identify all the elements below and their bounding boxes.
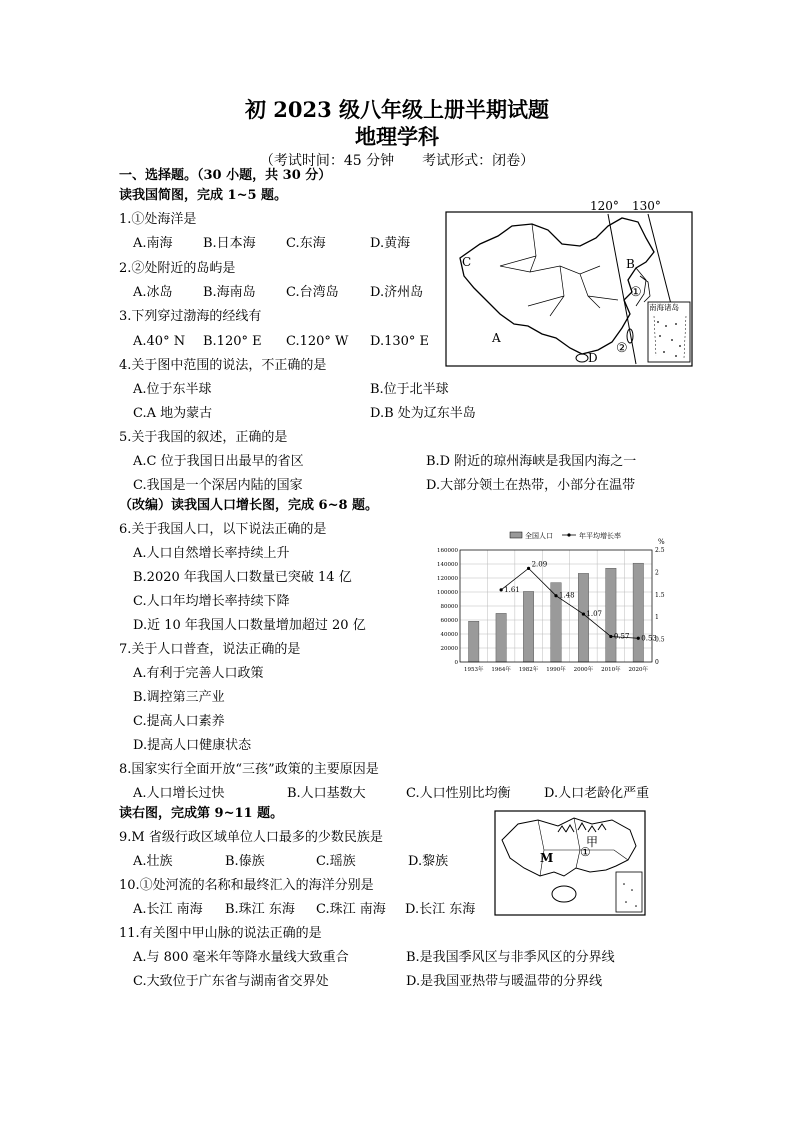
q7-option-d[interactable]: D.提高人口健康状态 <box>133 738 252 753</box>
section-intro-2: （改编）读我国人口增长图，完成 6~8 题。 <box>119 498 379 513</box>
subject-title: 地理学科 <box>355 124 439 149</box>
q8-option-d[interactable]: D.人口老龄化严重 <box>544 786 650 801</box>
q2-option-b[interactable]: B.海南岛 <box>203 285 256 300</box>
q3-option-b[interactable]: B.120° E <box>203 334 262 349</box>
q5-option-d[interactable]: D.大部分领土在热带，小部分在温带 <box>426 478 636 493</box>
q8-option-c[interactable]: C.人口性别比均衡 <box>406 786 511 801</box>
growth-rate-point <box>637 637 640 640</box>
y-left-tick-label: 20000 <box>440 646 458 652</box>
exam-info: （考试时间：45 分钟 考试形式：闭卷） <box>259 153 535 169</box>
y-right-tick-label: 0 <box>655 659 659 666</box>
map2-inset <box>616 872 642 912</box>
x-tick-label: 1990年 <box>546 667 566 673</box>
right-axis-unit: % <box>658 538 665 546</box>
q9-stem: 9.M 省级行政区域单位人口最多的少数民族是 <box>119 830 383 845</box>
growth-rate-point <box>500 588 503 591</box>
q4-stem: 4.关于图中范围的说法，不正确的是 <box>119 358 327 373</box>
bar-2010年 <box>606 568 616 662</box>
x-tick-label: 1964年 <box>491 667 511 673</box>
growth-rate-data-label: 2.09 <box>531 560 548 569</box>
q9-option-a[interactable]: A.壮族 <box>133 854 173 869</box>
y-left-tick-label: 140000 <box>437 562 458 568</box>
map-label-b: B <box>626 257 635 271</box>
q1-option-d[interactable]: D.黄海 <box>370 236 411 251</box>
q10-option-a[interactable]: A.长江 南海 <box>133 902 203 917</box>
q8-option-a[interactable]: A.人口增长过快 <box>133 786 225 801</box>
exam-title: 初 2023 级八年级上册半期试题 <box>244 97 550 122</box>
q7-option-a[interactable]: A.有利于完善人口政策 <box>133 666 264 681</box>
y-left-tick-label: 0 <box>454 660 458 666</box>
growth-rate-data-label: 1.61 <box>504 585 520 594</box>
q2-option-a[interactable]: A.冰岛 <box>133 285 173 300</box>
q7-stem: 7.关于人口普查，说法正确的是 <box>119 642 301 657</box>
inset-label: 南海诸岛 <box>649 303 679 312</box>
legend-line-label: 年平均增长率 <box>579 532 621 540</box>
q8-option-b[interactable]: B.人口基数大 <box>287 786 366 801</box>
q11-option-a[interactable]: A.与 800 毫米年等降水量线大致重合 <box>133 950 349 965</box>
china-map <box>440 196 702 370</box>
q6-option-d[interactable]: D.近 10 年我国人口数量增加超过 20 亿 <box>133 618 366 633</box>
q5-option-b[interactable]: B.D 附近的琼州海峡是我国内海之一 <box>426 454 637 469</box>
q7-option-c[interactable]: C.提高人口素养 <box>133 714 225 729</box>
q1-option-b[interactable]: B.日本海 <box>203 236 256 251</box>
bar-2020年 <box>633 563 643 662</box>
q10-stem: 10.①处河流的名称和最终汇入的海洋分别是 <box>119 878 374 893</box>
map2-label-m: M <box>540 851 554 865</box>
growth-rate-point <box>609 635 612 638</box>
section-intro-1: 读我国简图，完成 1~5 题。 <box>119 188 288 203</box>
map-marker-1: ① <box>630 285 642 300</box>
y-right-tick-label: 2 <box>655 569 659 577</box>
q5-stem: 5.关于我国的叙述，正确的是 <box>119 430 288 445</box>
q1-option-a[interactable]: A.南海 <box>133 236 173 251</box>
q10-option-b[interactable]: B.珠江 东海 <box>225 902 295 917</box>
legend-bar-swatch <box>510 532 522 538</box>
q9-option-c[interactable]: C.瑶族 <box>316 854 356 869</box>
q4-option-b[interactable]: B.位于北半球 <box>370 382 449 397</box>
map-label-d: D <box>588 351 598 365</box>
map2-marker-1: ① <box>580 845 591 859</box>
lon-130-label: 130° <box>632 199 661 213</box>
growth-rate-data-label: 0.53 <box>641 634 657 643</box>
q10-option-c[interactable]: C.珠江 南海 <box>316 902 386 917</box>
y-left-tick-label: 60000 <box>440 618 458 624</box>
q5-option-c[interactable]: C.我国是一个深居内陆的国家 <box>133 478 303 493</box>
y-left-tick-label: 40000 <box>440 632 458 638</box>
q7-option-b[interactable]: B.调控第三产业 <box>133 690 225 705</box>
map2-label-jia: 甲 <box>586 835 599 849</box>
q4-option-c[interactable]: C.A 地为蒙古 <box>133 406 213 421</box>
q3-option-c[interactable]: C.120° W <box>286 334 349 349</box>
q11-option-c[interactable]: C.大致位于广东省与湖南省交界处 <box>133 974 329 989</box>
y-left-tick-label: 100000 <box>437 590 458 596</box>
map-marker-2: ② <box>616 341 628 356</box>
q3-option-a[interactable]: A.40° N <box>133 334 186 349</box>
q3-option-d[interactable]: D.130° E <box>370 334 430 349</box>
q4-option-a[interactable]: A.位于东半球 <box>133 382 212 397</box>
y-right-tick-label: 2.5 <box>655 547 665 554</box>
q2-stem: 2.②处附近的岛屿是 <box>119 261 236 276</box>
q9-option-b[interactable]: B.傣族 <box>225 854 265 869</box>
x-tick-label: 2010年 <box>601 667 621 673</box>
q1-option-c[interactable]: C.东海 <box>286 236 326 251</box>
section-heading: 一、选择题。（30 小题，共 30 分） <box>119 168 332 183</box>
q6-stem: 6.关于我国人口，以下说法正确的是 <box>119 522 327 537</box>
q6-option-a[interactable]: A.人口自然增长率持续上升 <box>133 546 290 561</box>
q4-option-d[interactable]: D.B 处为辽东半岛 <box>370 406 476 421</box>
map-label-c: C <box>462 255 472 269</box>
bar-1953年 <box>469 621 479 662</box>
growth-rate-point <box>582 612 585 615</box>
q11-option-d[interactable]: D.是我国亚热带与暖温带的分界线 <box>406 974 603 989</box>
south-china-map <box>494 810 646 916</box>
growth-rate-point <box>554 594 557 597</box>
growth-rate-data-label: 1.07 <box>586 610 603 619</box>
q1-stem: 1.①处海洋是 <box>119 212 197 227</box>
bar-1982年 <box>523 591 533 662</box>
map-label-a: A <box>492 331 501 345</box>
q9-option-d[interactable]: D.黎族 <box>408 854 449 869</box>
q10-option-d[interactable]: D.长江 东海 <box>405 902 476 917</box>
bar-1964年 <box>496 613 506 662</box>
legend-bar-label: 全国人口 <box>525 532 553 540</box>
x-tick-label: 1953年 <box>463 667 484 673</box>
population-chart <box>426 528 688 678</box>
q2-option-c[interactable]: C.台湾岛 <box>286 285 339 300</box>
q6-option-b[interactable]: B.2020 年我国人口数量已突破 14 亿 <box>133 570 352 585</box>
y-right-tick-label: 0.5 <box>655 636 665 644</box>
x-tick-label: 2020年 <box>628 667 649 673</box>
x-tick-label: 2000年 <box>573 667 594 673</box>
q5-option-a[interactable]: A.C 位于我国日出最早的省区 <box>133 454 304 469</box>
q8-stem: 8.国家实行全面开放“三孩”政策的主要原因是 <box>119 762 379 777</box>
q2-option-d[interactable]: D.济州岛 <box>370 285 424 300</box>
y-left-tick-label: 120000 <box>437 576 458 582</box>
q11-stem: 11.有关图中甲山脉的说法正确的是 <box>119 926 322 941</box>
growth-rate-point <box>527 567 530 570</box>
q6-option-c[interactable]: C.人口年均增长率持续下降 <box>133 594 290 609</box>
y-right-tick-label: 1.5 <box>655 591 665 599</box>
q3-stem: 3.下列穿过渤海的经线有 <box>119 309 262 324</box>
y-left-tick-label: 160000 <box>437 548 458 554</box>
section-intro-3: 读右图，完成第 9~11 题。 <box>119 806 284 821</box>
q11-option-b[interactable]: B.是我国季风区与非季风区的分界线 <box>406 950 615 965</box>
y-right-tick-label: 1 <box>655 614 659 622</box>
x-tick-label: 1982年 <box>518 667 539 673</box>
growth-rate-data-label: 1.48 <box>559 591 575 600</box>
y-left-tick-label: 80000 <box>440 604 458 610</box>
lon-120-label: 120° <box>590 199 619 213</box>
growth-rate-data-label: 0.57 <box>613 632 630 641</box>
